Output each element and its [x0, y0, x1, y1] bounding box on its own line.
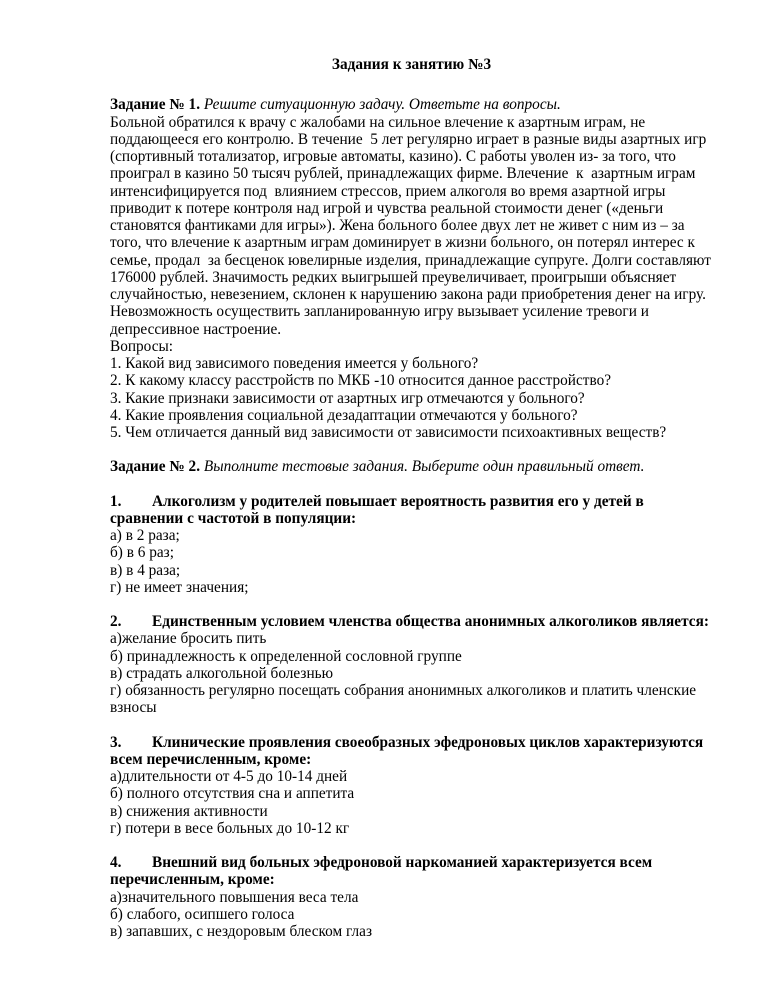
option-line: г) не имеет значения;	[110, 578, 249, 596]
option-line: б) принадлежность к определенной сословной группе	[110, 647, 462, 665]
option-line: а)длительности от 4-5 до 10-14 дней	[110, 768, 348, 785]
question-line: 4. Какие проявления социальной дезадаптации отмечаются у больного?	[110, 406, 578, 424]
question-line: 5. Чем отличается данный вид зависимости от зависимости психоактивных веществ?	[110, 424, 667, 441]
item-number: 3.	[110, 733, 122, 751]
item-question	[110, 734, 713, 769]
option-line: б) слабого, осипшего голоса	[110, 905, 295, 923]
item-question	[110, 493, 713, 528]
task2-instruction: Выполните тестовые задания. Выберите один правильный ответ.	[203, 458, 645, 476]
item-question	[110, 854, 713, 889]
item-question-text: Алкоголизм у родителей повышает вероятность развития его у детей в сравнении с частотой в популяции:	[110, 492, 644, 527]
option-line: а) в 2 раза;	[110, 527, 180, 544]
option-line: в) страдать алкогольной болезнью	[110, 664, 334, 682]
item-number: 4.	[110, 854, 122, 871]
question-line: 1. Какой вид зависимого поведения имеется у больного?	[110, 355, 479, 372]
item-question-text: Клинические проявления своеобразных эфедроновых циклов характеризуются всем перечисленным, кроме:	[110, 733, 704, 768]
task1-section	[110, 96, 713, 441]
test-item-1	[110, 493, 713, 597]
option-line: в) снижения активности	[110, 802, 268, 820]
question-line: 2. К какому классу расстройств по МКБ -10 относится данное расстройство?	[110, 372, 612, 390]
test-item-4	[110, 854, 713, 940]
item-question-text: Единственным условием членства общества анонимных алкоголиков является:	[152, 613, 709, 630]
option-line: г) обязанность регулярно посещать собрания анонимных алкоголиков и платить членские взносы	[110, 682, 700, 717]
option-line: г) потери в весе больных до 10-12 кг	[110, 819, 350, 837]
item-question-text: Внешний вид больных эфедроновой наркоманией характеризуется всем перечисленным, кроме:	[110, 854, 653, 889]
task1-instruction: Решите ситуационную задачу. Ответьте на вопросы.	[203, 96, 561, 114]
option-line: а)значительного повышения веса тела	[110, 888, 359, 906]
item-question	[110, 613, 713, 630]
test-item-2	[110, 613, 713, 717]
questions-label: Вопросы:	[110, 337, 174, 355]
document-title: Задания к занятию №3	[331, 56, 492, 73]
task1-body: Больной обратился к врачу с жалобами на сильное влечение к азартным играм, не поддающееся его контролю. В течение 5 лет регулярно играет в разные виды азартных игр (спортивный тотализатор, игровые автоматы, казино). С работы уволен из- за того, что проиграл в казино 50 тысяч рублей, принадлежащих фирме. Влечение к азартным играм интенсифицируется под влиянием стрессов, прием алкоголя во время азартной игры приводит к потере контроля над игрой и чувства реальной стоимости денег («деньги становятся фантиками для игры»). Жена больного более двух лет не живет с ним из – за того, что влечение к азартным играм доминирует в жизни больного, он потерял интерес к семье, продал за бесценок ювелирные изделия, принадлежащие супруге. Долги составляют 176000 рублей. Значимость редких выигрышей преувеличивает, проигрыши объясняет случайностью, невезением, склонен к нарушению закона ради приобретения денег на игру. Невозможность осуществить запланированную игру вызывает усиление тревоги и депрессивное настроение.	[110, 113, 715, 338]
task1-header	[110, 96, 713, 113]
option-line: в) запавших, с нездоровым блеском глаз	[110, 923, 372, 940]
test-item-3	[110, 734, 713, 838]
option-line: б) полного отсутствия сна и аппетита	[110, 785, 355, 803]
item-number: 2.	[110, 613, 122, 630]
task2-label: Задание № 2.	[110, 458, 201, 476]
task2-section	[110, 458, 713, 940]
option-line: б) в 6 раз;	[110, 544, 174, 562]
option-line: а)желание бросить пить	[110, 630, 267, 648]
task1-label: Задание № 1.	[110, 96, 201, 114]
question-line: 3. Какие признаки зависимости от азартных игр отмечаются у больного?	[110, 389, 585, 407]
task2-header	[110, 458, 713, 475]
item-number: 1.	[110, 492, 122, 510]
option-line: в) в 4 раза;	[110, 561, 181, 579]
